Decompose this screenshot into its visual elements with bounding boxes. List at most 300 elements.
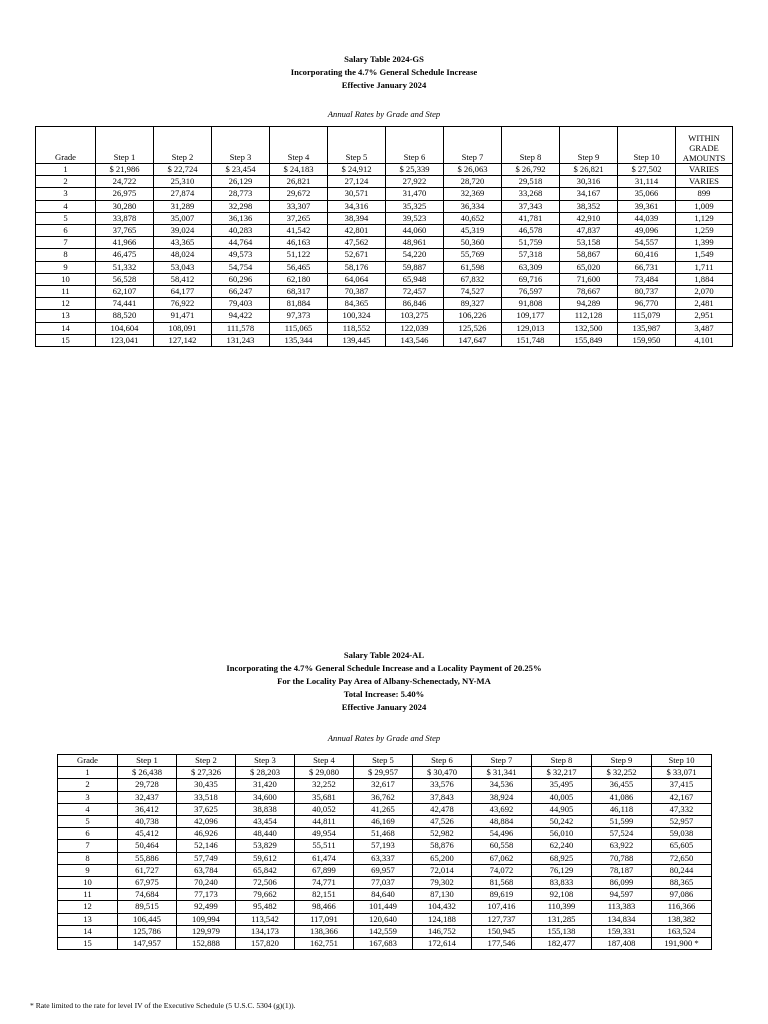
salary-cell: 120,640 xyxy=(354,913,413,925)
salary-cell: 81,568 xyxy=(472,877,532,889)
gs-subtitle: Annual Rates by Grade and Step xyxy=(327,109,441,119)
salary-cell: 52,982 xyxy=(413,828,472,840)
salary-cell: 35,325 xyxy=(386,200,444,212)
table-row xyxy=(36,261,733,273)
salary-cell: 76,129 xyxy=(532,864,592,876)
salary-cell: 65,842 xyxy=(236,864,295,876)
salary-cell: 47,837 xyxy=(560,225,618,237)
salary-cell: 48,440 xyxy=(236,828,295,840)
grade-cell: 14 xyxy=(58,925,118,937)
salary-cell: 46,578 xyxy=(502,225,560,237)
salary-cell: 42,801 xyxy=(328,225,386,237)
salary-cell: 89,515 xyxy=(118,901,177,913)
salary-cell: 123,041 xyxy=(96,334,154,346)
salary-cell: 139,445 xyxy=(328,334,386,346)
salary-cell: 51,759 xyxy=(502,237,560,249)
salary-cell: 1,884 xyxy=(676,273,733,285)
salary-cell: 61,727 xyxy=(118,864,177,876)
salary-cell: 101,449 xyxy=(354,901,413,913)
grade-cell: 7 xyxy=(36,237,96,249)
salary-cell: 172,614 xyxy=(413,938,472,950)
salary-cell: 135,987 xyxy=(618,322,676,334)
salary-cell: 131,285 xyxy=(532,913,592,925)
salary-cell: 67,975 xyxy=(118,877,177,889)
salary-cell: 56,465 xyxy=(270,261,328,273)
salary-cell: 132,500 xyxy=(560,322,618,334)
salary-cell: 155,849 xyxy=(560,334,618,346)
salary-cell: 73,484 xyxy=(618,273,676,285)
salary-cell: 34,167 xyxy=(560,188,618,200)
salary-cell: 43,454 xyxy=(236,816,295,828)
salary-cell: 117,091 xyxy=(295,913,354,925)
salary-cell: 34,536 xyxy=(472,779,532,791)
salary-cell: 29,672 xyxy=(270,188,328,200)
salary-cell: 41,265 xyxy=(354,803,413,815)
salary-cell: 151,748 xyxy=(502,334,560,346)
salary-cell: 59,612 xyxy=(236,852,295,864)
table-row xyxy=(58,791,712,803)
salary-cell: 116,366 xyxy=(652,901,712,913)
footnote: * Rate limited to the rate for level IV of the Executive Schedule (5 U.S.C. 5304 (g)(1)). xyxy=(30,1001,296,1010)
salary-cell: 1,009 xyxy=(676,200,733,212)
salary-cell: 78,187 xyxy=(592,864,652,876)
salary-cell: 106,226 xyxy=(444,310,502,322)
salary-cell: 72,650 xyxy=(652,852,712,864)
grade-cell: 2 xyxy=(58,779,118,791)
table-row xyxy=(36,273,733,285)
salary-cell: 62,240 xyxy=(532,840,592,852)
grade-cell: 12 xyxy=(36,298,96,310)
salary-cell: 44,060 xyxy=(386,225,444,237)
table-row xyxy=(58,779,712,791)
salary-cell: $ 27,502 xyxy=(618,164,676,176)
salary-cell: 47,526 xyxy=(413,816,472,828)
salary-cell: $ 26,792 xyxy=(502,164,560,176)
table-row xyxy=(36,286,733,298)
salary-cell: 49,573 xyxy=(212,249,270,261)
salary-cell: 56,010 xyxy=(532,828,592,840)
salary-cell: 76,922 xyxy=(154,298,212,310)
salary-cell: 82,151 xyxy=(295,889,354,901)
salary-cell: 125,786 xyxy=(118,925,177,937)
salary-cell: 31,420 xyxy=(236,779,295,791)
salary-cell: 25,310 xyxy=(154,176,212,188)
salary-cell: 88,520 xyxy=(96,310,154,322)
salary-cell: $ 23,454 xyxy=(212,164,270,176)
salary-cell: 53,158 xyxy=(560,237,618,249)
salary-cell: 63,309 xyxy=(502,261,560,273)
salary-cell: 57,318 xyxy=(502,249,560,261)
salary-cell: 67,062 xyxy=(472,852,532,864)
grade-cell: 6 xyxy=(58,828,118,840)
salary-cell: 36,455 xyxy=(592,779,652,791)
salary-cell: 50,464 xyxy=(118,840,177,852)
gs-header-cell: WITHIN GRADE AMOUNTS xyxy=(676,127,733,164)
salary-cell: 4,101 xyxy=(676,334,733,346)
al-header-row xyxy=(58,755,712,767)
salary-cell: 30,435 xyxy=(177,779,236,791)
salary-cell: 70,788 xyxy=(592,852,652,864)
salary-cell: 72,457 xyxy=(386,286,444,298)
salary-cell: 61,474 xyxy=(295,852,354,864)
salary-cell: 182,477 xyxy=(532,938,592,950)
salary-cell: 67,832 xyxy=(444,273,502,285)
table-row xyxy=(58,852,712,864)
salary-cell: 41,086 xyxy=(592,791,652,803)
salary-cell: 129,013 xyxy=(502,322,560,334)
grade-cell: 2 xyxy=(36,176,96,188)
salary-cell: 94,597 xyxy=(592,889,652,901)
salary-cell: 86,846 xyxy=(386,298,444,310)
grade-cell: 7 xyxy=(58,840,118,852)
salary-cell: 1,129 xyxy=(676,212,733,224)
salary-cell: 37,415 xyxy=(652,779,712,791)
table-row xyxy=(58,938,712,950)
grade-cell: 13 xyxy=(36,310,96,322)
salary-cell: 27,922 xyxy=(386,176,444,188)
salary-cell: VARIES xyxy=(676,164,733,176)
gs-header-cell: Step 3 xyxy=(212,127,270,164)
salary-cell: 42,478 xyxy=(413,803,472,815)
grade-cell: 5 xyxy=(58,816,118,828)
salary-cell: 152,888 xyxy=(177,938,236,950)
salary-cell: 125,526 xyxy=(444,322,502,334)
gs-header-cell: Step 6 xyxy=(386,127,444,164)
salary-cell: 49,096 xyxy=(618,225,676,237)
salary-cell: 58,412 xyxy=(154,273,212,285)
salary-cell: 127,142 xyxy=(154,334,212,346)
salary-cell: 112,128 xyxy=(560,310,618,322)
salary-cell: 44,039 xyxy=(618,212,676,224)
salary-cell: 32,437 xyxy=(118,791,177,803)
salary-cell: 32,617 xyxy=(354,779,413,791)
salary-cell: 38,394 xyxy=(328,212,386,224)
salary-cell: 66,731 xyxy=(618,261,676,273)
table-row xyxy=(36,334,733,346)
al-title-line-2: Incorporating the 4.7% General Schedule Increase and a Locality Payment of 20.25% xyxy=(226,663,542,673)
grade-cell: 8 xyxy=(36,249,96,261)
salary-cell: $ 29,957 xyxy=(354,767,413,779)
salary-cell: $ 26,821 xyxy=(560,164,618,176)
gs-title: Salary Table 2024-GS xyxy=(344,54,424,64)
salary-cell: 51,599 xyxy=(592,816,652,828)
gs-header-cell: Step 7 xyxy=(444,127,502,164)
salary-cell: 77,037 xyxy=(354,877,413,889)
salary-cell: 62,107 xyxy=(96,286,154,298)
salary-cell: $ 30,470 xyxy=(413,767,472,779)
salary-cell: 113,542 xyxy=(236,913,295,925)
gs-header-cell: Step 4 xyxy=(270,127,328,164)
salary-cell: 37,265 xyxy=(270,212,328,224)
salary-cell: 32,252 xyxy=(295,779,354,791)
salary-cell: 95,482 xyxy=(236,901,295,913)
salary-cell: 1,549 xyxy=(676,249,733,261)
salary-cell: 109,994 xyxy=(177,913,236,925)
salary-cell: 48,884 xyxy=(472,816,532,828)
salary-cell: 51,122 xyxy=(270,249,328,261)
salary-cell: $ 22,724 xyxy=(154,164,212,176)
salary-cell: 35,495 xyxy=(532,779,592,791)
salary-cell: 28,773 xyxy=(212,188,270,200)
salary-cell: 70,387 xyxy=(328,286,386,298)
grade-cell: 10 xyxy=(58,877,118,889)
grade-cell: 14 xyxy=(36,322,96,334)
salary-cell: 94,289 xyxy=(560,298,618,310)
grade-cell: 6 xyxy=(36,225,96,237)
salary-cell: 33,268 xyxy=(502,188,560,200)
salary-cell: 38,924 xyxy=(472,791,532,803)
salary-cell: 134,834 xyxy=(592,913,652,925)
salary-cell: 91,808 xyxy=(502,298,560,310)
salary-cell: 62,180 xyxy=(270,273,328,285)
salary-cell: 142,559 xyxy=(354,925,413,937)
table-row xyxy=(58,877,712,889)
salary-cell: 96,770 xyxy=(618,298,676,310)
salary-cell: 52,957 xyxy=(652,816,712,828)
salary-cell: 42,096 xyxy=(177,816,236,828)
table-row xyxy=(58,864,712,876)
salary-cell: 107,416 xyxy=(472,901,532,913)
salary-cell: 32,298 xyxy=(212,200,270,212)
salary-cell: VARIES xyxy=(676,176,733,188)
salary-cell: 59,887 xyxy=(386,261,444,273)
table-row xyxy=(36,310,733,322)
table-row xyxy=(36,249,733,261)
salary-cell: 63,784 xyxy=(177,864,236,876)
table-row xyxy=(36,212,733,224)
salary-cell: 104,604 xyxy=(96,322,154,334)
salary-cell: 77,173 xyxy=(177,889,236,901)
salary-cell: 45,319 xyxy=(444,225,502,237)
gs-header-cell: Grade xyxy=(36,127,96,164)
salary-cell: $ 26,063 xyxy=(444,164,502,176)
salary-cell: 44,905 xyxy=(532,803,592,815)
salary-cell: 43,692 xyxy=(472,803,532,815)
salary-cell: 162,751 xyxy=(295,938,354,950)
salary-cell: 98,466 xyxy=(295,901,354,913)
salary-cell: 31,289 xyxy=(154,200,212,212)
salary-cell: 109,177 xyxy=(502,310,560,322)
salary-cell: 33,878 xyxy=(96,212,154,224)
grade-cell: 4 xyxy=(58,803,118,815)
salary-cell: $ 29,080 xyxy=(295,767,354,779)
salary-cell: 79,302 xyxy=(413,877,472,889)
salary-cell: 36,412 xyxy=(118,803,177,815)
salary-cell: 55,769 xyxy=(444,249,502,261)
salary-cell: 66,247 xyxy=(212,286,270,298)
al-header-cell: Step 9 xyxy=(592,755,652,767)
salary-cell: 40,005 xyxy=(532,791,592,803)
salary-cell: 74,072 xyxy=(472,864,532,876)
salary-cell: 87,130 xyxy=(413,889,472,901)
salary-cell: 167,683 xyxy=(354,938,413,950)
grade-cell: 12 xyxy=(58,901,118,913)
salary-cell: 74,441 xyxy=(96,298,154,310)
salary-cell: 78,667 xyxy=(560,286,618,298)
salary-cell: 159,331 xyxy=(592,925,652,937)
salary-cell: 81,884 xyxy=(270,298,328,310)
table-row xyxy=(58,828,712,840)
salary-cell: 46,475 xyxy=(96,249,154,261)
salary-cell: 53,829 xyxy=(236,840,295,852)
al-salary-table xyxy=(57,754,712,950)
salary-cell: 31,114 xyxy=(618,176,676,188)
salary-cell: $ 33,071 xyxy=(652,767,712,779)
salary-cell: 31,470 xyxy=(386,188,444,200)
salary-cell: 26,821 xyxy=(270,176,328,188)
salary-cell: 177,546 xyxy=(472,938,532,950)
gs-header-cell: Step 9 xyxy=(560,127,618,164)
salary-cell: 159,950 xyxy=(618,334,676,346)
salary-cell: 134,173 xyxy=(236,925,295,937)
salary-cell: 97,086 xyxy=(652,889,712,901)
salary-cell: 67,899 xyxy=(295,864,354,876)
salary-cell: 34,316 xyxy=(328,200,386,212)
grade-cell: 9 xyxy=(58,864,118,876)
salary-cell: 41,781 xyxy=(502,212,560,224)
salary-cell: 100,324 xyxy=(328,310,386,322)
table-row xyxy=(36,237,733,249)
table-row xyxy=(36,200,733,212)
salary-cell: 92,108 xyxy=(532,889,592,901)
salary-cell: 38,838 xyxy=(236,803,295,815)
salary-cell: 68,317 xyxy=(270,286,328,298)
gs-header-cell: Step 2 xyxy=(154,127,212,164)
salary-cell: 57,524 xyxy=(592,828,652,840)
al-header-cell: Step 6 xyxy=(413,755,472,767)
salary-cell: 48,961 xyxy=(386,237,444,249)
salary-cell: 115,079 xyxy=(618,310,676,322)
salary-cell: 68,925 xyxy=(532,852,592,864)
salary-cell: 129,979 xyxy=(177,925,236,937)
salary-cell: 84,365 xyxy=(328,298,386,310)
salary-cell: 54,754 xyxy=(212,261,270,273)
salary-cell: 92,499 xyxy=(177,901,236,913)
table-row xyxy=(58,925,712,937)
salary-cell: 51,332 xyxy=(96,261,154,273)
al-header-cell: Step 3 xyxy=(236,755,295,767)
salary-cell: 29,728 xyxy=(118,779,177,791)
salary-cell: 80,737 xyxy=(618,286,676,298)
gs-title-block xyxy=(0,53,768,92)
salary-cell: 60,558 xyxy=(472,840,532,852)
table-row xyxy=(36,298,733,310)
table-row xyxy=(36,188,733,200)
salary-cell: 52,146 xyxy=(177,840,236,852)
al-title-block xyxy=(0,649,768,714)
salary-cell: $ 24,912 xyxy=(328,164,386,176)
salary-cell: 94,422 xyxy=(212,310,270,322)
salary-cell: 65,605 xyxy=(652,840,712,852)
salary-cell: 64,177 xyxy=(154,286,212,298)
salary-cell: 108,091 xyxy=(154,322,212,334)
salary-cell: 64,064 xyxy=(328,273,386,285)
grade-cell: 11 xyxy=(58,889,118,901)
salary-cell: 76,597 xyxy=(502,286,560,298)
salary-cell: 47,332 xyxy=(652,803,712,815)
salary-cell: 59,038 xyxy=(652,828,712,840)
salary-cell: 54,496 xyxy=(472,828,532,840)
table-row xyxy=(58,889,712,901)
salary-cell: 46,926 xyxy=(177,828,236,840)
salary-cell: 65,948 xyxy=(386,273,444,285)
table-row xyxy=(58,901,712,913)
salary-cell: 163,524 xyxy=(652,925,712,937)
salary-cell: 118,552 xyxy=(328,322,386,334)
salary-cell: 2,070 xyxy=(676,286,733,298)
salary-cell: 65,020 xyxy=(560,261,618,273)
salary-cell: 45,412 xyxy=(118,828,177,840)
salary-cell: 115,065 xyxy=(270,322,328,334)
table-row xyxy=(58,803,712,815)
salary-cell: $ 27,326 xyxy=(177,767,236,779)
table-row xyxy=(58,767,712,779)
salary-cell: 63,922 xyxy=(592,840,652,852)
grade-cell: 15 xyxy=(58,938,118,950)
salary-cell: 37,765 xyxy=(96,225,154,237)
salary-cell: 60,416 xyxy=(618,249,676,261)
salary-cell: 57,193 xyxy=(354,840,413,852)
salary-cell: 79,403 xyxy=(212,298,270,310)
salary-cell: 47,562 xyxy=(328,237,386,249)
salary-cell: 33,576 xyxy=(413,779,472,791)
salary-cell: 41,542 xyxy=(270,225,328,237)
salary-cell: 46,163 xyxy=(270,237,328,249)
salary-cell: 30,280 xyxy=(96,200,154,212)
salary-cell: 72,506 xyxy=(236,877,295,889)
salary-cell: 65,200 xyxy=(413,852,472,864)
salary-cell: 27,874 xyxy=(154,188,212,200)
salary-cell: 46,169 xyxy=(354,816,413,828)
salary-cell: 1,711 xyxy=(676,261,733,273)
salary-cell: 27,124 xyxy=(328,176,386,188)
salary-cell: 26,129 xyxy=(212,176,270,188)
salary-cell: 40,052 xyxy=(295,803,354,815)
salary-cell: 54,557 xyxy=(618,237,676,249)
salary-cell: 72,014 xyxy=(413,864,472,876)
gs-salary-table xyxy=(35,126,733,347)
salary-cell: 32,369 xyxy=(444,188,502,200)
salary-cell: 48,024 xyxy=(154,249,212,261)
salary-cell: 56,528 xyxy=(96,273,154,285)
salary-cell: $ 25,339 xyxy=(386,164,444,176)
salary-cell: 2,951 xyxy=(676,310,733,322)
grade-cell: 5 xyxy=(36,212,96,224)
salary-cell: 70,240 xyxy=(177,877,236,889)
salary-cell: 1,259 xyxy=(676,225,733,237)
salary-cell: 89,327 xyxy=(444,298,502,310)
al-header-cell: Step 4 xyxy=(295,755,354,767)
al-header-cell: Step 8 xyxy=(532,755,592,767)
salary-cell: 44,811 xyxy=(295,816,354,828)
al-title-line-4: Total Increase: 5.40% xyxy=(343,689,425,699)
salary-cell: 138,366 xyxy=(295,925,354,937)
al-title-line-3: For the Locality Pay Area of Albany-Schenectady, NY-MA xyxy=(277,676,491,686)
salary-cell: 74,684 xyxy=(118,889,177,901)
salary-cell: 124,188 xyxy=(413,913,472,925)
salary-cell: 51,468 xyxy=(354,828,413,840)
salary-cell: 122,039 xyxy=(386,322,444,334)
gs-header-cell: Step 8 xyxy=(502,127,560,164)
table-row xyxy=(36,164,733,176)
table-row xyxy=(36,225,733,237)
salary-cell: 150,945 xyxy=(472,925,532,937)
grade-cell: 8 xyxy=(58,852,118,864)
salary-cell: 88,365 xyxy=(652,877,712,889)
salary-cell: 69,716 xyxy=(502,273,560,285)
salary-cell: 61,598 xyxy=(444,261,502,273)
grade-cell: 1 xyxy=(36,164,96,176)
